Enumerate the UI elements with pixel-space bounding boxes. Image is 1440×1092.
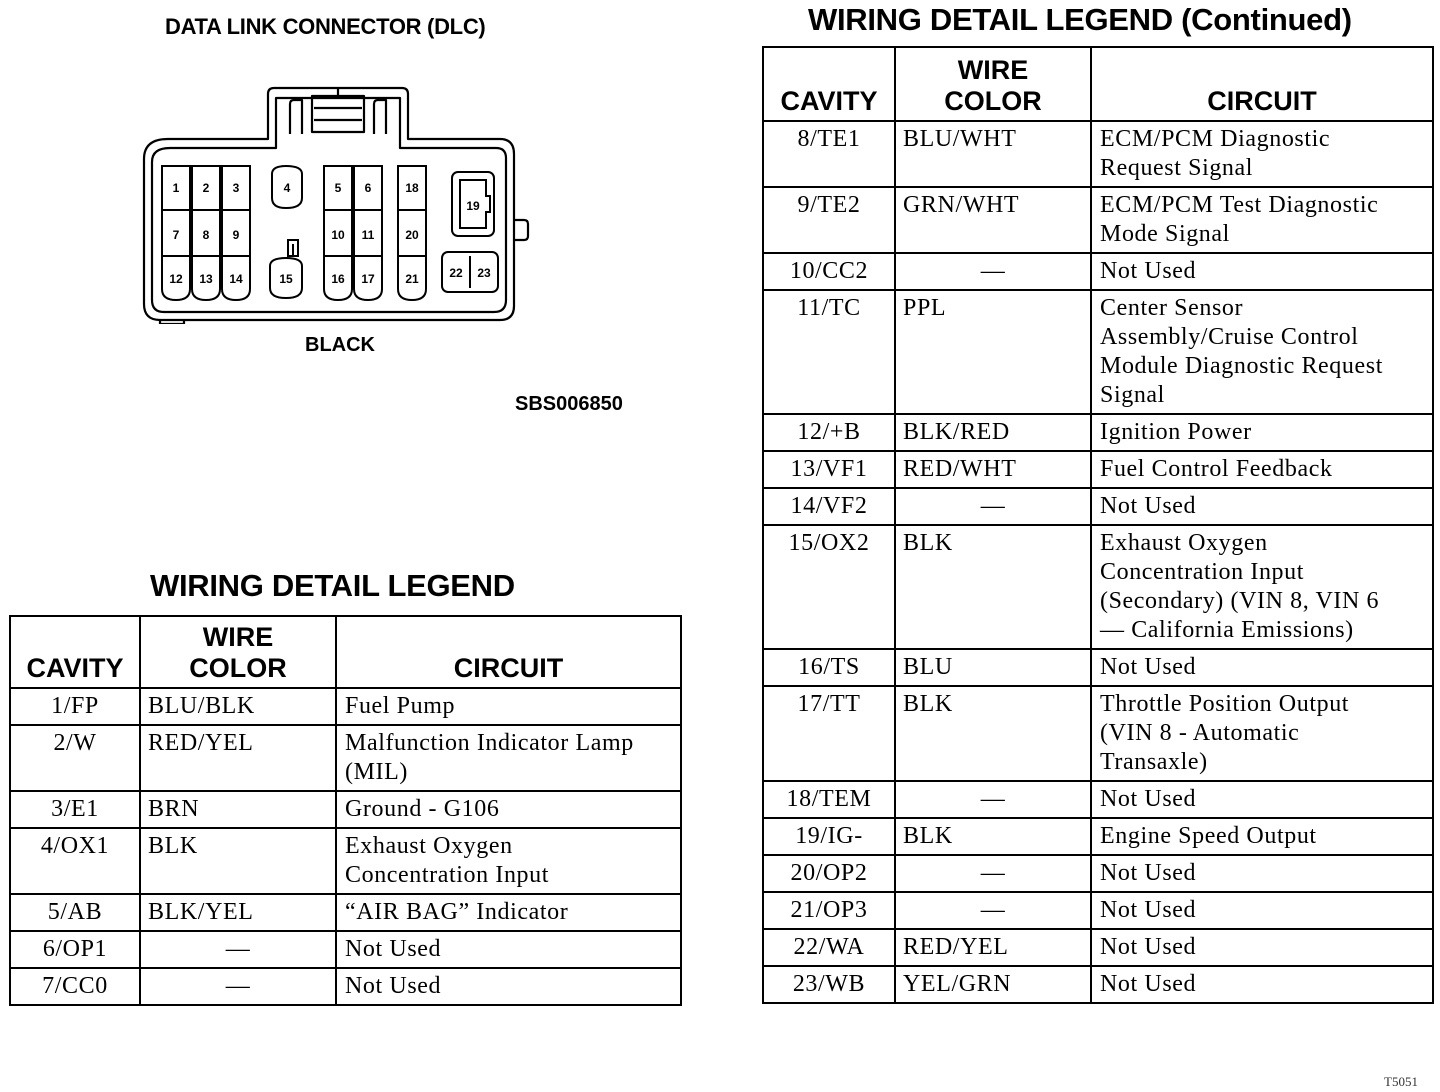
dlc-connector-diagram (140, 84, 540, 324)
table-row (763, 290, 1433, 414)
cavity-cell: 14/VF2 (763, 488, 895, 525)
circuit-line: Throttle Position Output (1100, 691, 1350, 717)
wire-color-cell: — (895, 855, 1091, 892)
wire-color-cell: BLK (895, 818, 1091, 855)
cavity-label-20: 20 (405, 228, 419, 242)
circuit-line: Request Signal (1100, 155, 1254, 181)
circuit-line: Not Used (345, 936, 442, 962)
wire-color-cell: RED/YEL (895, 929, 1091, 966)
cavity-label-2: 2 (202, 181, 210, 195)
circuit-cell (1091, 253, 1433, 290)
legend-title: WIRING DETAIL LEGEND (150, 568, 515, 603)
cavity-cell: 15/OX2 (763, 525, 895, 649)
wire-color-cell: — (895, 781, 1091, 818)
wire-color-cell: BLK (895, 686, 1091, 781)
circuit-line: Exhaust Oxygen (1100, 530, 1268, 556)
circuit-line: Not Used (1100, 860, 1197, 886)
circuit-cell (1091, 121, 1433, 187)
cavity-label-10: 10 (331, 228, 345, 242)
circuit-line: Not Used (1100, 786, 1197, 812)
table-row (10, 688, 681, 725)
header-cavity: CAVITY (10, 616, 140, 688)
wire-color-cell: — (140, 931, 336, 968)
table-row (763, 414, 1433, 451)
cavity-label-15: 15 (279, 272, 293, 286)
cavity-label-7: 7 (172, 228, 180, 242)
header-circuit: CIRCUIT (1091, 47, 1433, 121)
circuit-cell (1091, 290, 1433, 414)
circuit-line: Transaxle) (1100, 749, 1208, 775)
cavity-cell: 21/OP3 (763, 892, 895, 929)
cavity-label-23: 23 (477, 266, 491, 280)
connector-color-label: BLACK (305, 334, 375, 356)
wire-color-cell: RED/WHT (895, 451, 1091, 488)
circuit-line: Not Used (1100, 897, 1197, 923)
cavity-label-8: 8 (202, 228, 210, 242)
header-wire-line1: WIRE (202, 622, 274, 652)
cavity-label-22: 22 (449, 266, 463, 280)
cavity-label-13: 13 (199, 272, 213, 286)
cavity-label-3: 3 (232, 181, 240, 195)
circuit-line: Malfunction Indicator Lamp (345, 730, 634, 756)
cavity-cell: 20/OP2 (763, 855, 895, 892)
circuit-cell (336, 968, 681, 1005)
circuit-line: Exhaust Oxygen (345, 833, 513, 859)
cavity-cell: 22/WA (763, 929, 895, 966)
header-wire-color (140, 616, 336, 688)
circuit-line: Not Used (1100, 934, 1197, 960)
cavity-cell: 9/TE2 (763, 187, 895, 253)
circuit-cell (336, 791, 681, 828)
circuit-cell (1091, 451, 1433, 488)
wire-color-cell: BLK (140, 828, 336, 894)
cavity-label-5: 5 (334, 181, 342, 195)
circuit-line: Ignition Power (1100, 419, 1252, 445)
circuit-cell (1091, 686, 1433, 781)
wire-color-cell: BLK/YEL (140, 894, 336, 931)
cavity-cell: 5/AB (10, 894, 140, 931)
table-row (763, 121, 1433, 187)
circuit-cell (1091, 187, 1433, 253)
circuit-line: Ground - G106 (345, 796, 500, 822)
cavity-cell: 7/CC0 (10, 968, 140, 1005)
cavity-cell: 2/W (10, 725, 140, 791)
wire-color-cell: — (140, 968, 336, 1005)
header-circuit: CIRCUIT (336, 616, 681, 688)
table-row (763, 929, 1433, 966)
cavity-cell: 16/TS (763, 649, 895, 686)
circuit-line: Fuel Pump (345, 693, 456, 719)
table-row (10, 791, 681, 828)
circuit-cell (1091, 414, 1433, 451)
cavity-label-4: 4 (283, 181, 291, 195)
cavity-label-1: 1 (172, 181, 180, 195)
cavity-label-18: 18 (405, 181, 419, 195)
table-row (763, 649, 1433, 686)
cavity-cell: 6/OP1 (10, 931, 140, 968)
wire-color-cell: BLU/BLK (140, 688, 336, 725)
table-row (763, 525, 1433, 649)
circuit-cell (1091, 488, 1433, 525)
cavity-label-12: 12 (169, 272, 183, 286)
circuit-line: Not Used (345, 973, 442, 999)
cavity-label-17: 17 (361, 272, 375, 286)
circuit-line: ECM/PCM Diagnostic (1100, 126, 1331, 152)
cavity-cell: 8/TE1 (763, 121, 895, 187)
cavity-cell: 13/VF1 (763, 451, 895, 488)
circuit-line: Signal (1100, 382, 1165, 408)
table-row (10, 828, 681, 894)
wire-color-cell: BLK (895, 525, 1091, 649)
header-cavity: CAVITY (763, 47, 895, 121)
cavity-label-14: 14 (229, 272, 243, 286)
cavity-cell: 17/TT (763, 686, 895, 781)
circuit-line: Mode Signal (1100, 221, 1230, 247)
table-row (10, 931, 681, 968)
cavity-cell: 3/E1 (10, 791, 140, 828)
table-row (763, 488, 1433, 525)
circuit-line: Assembly/Cruise Control (1100, 324, 1359, 350)
wiring-legend-table (9, 615, 682, 1006)
wire-color-cell: BRN (140, 791, 336, 828)
circuit-line: Module Diagnostic Request (1100, 353, 1383, 379)
table-row (763, 855, 1433, 892)
table-row (763, 966, 1433, 1003)
reference-code: SBS006850 (515, 393, 623, 415)
table-row (763, 187, 1433, 253)
table-row (763, 781, 1433, 818)
circuit-line: Concentration Input (1100, 559, 1305, 585)
circuit-line: Engine Speed Output (1100, 823, 1317, 849)
circuit-line: Not Used (1100, 258, 1197, 284)
circuit-cell (1091, 855, 1433, 892)
cavity-label-21: 21 (405, 272, 419, 286)
table-row (10, 894, 681, 931)
circuit-cell (1091, 525, 1433, 649)
wire-color-cell: — (895, 892, 1091, 929)
cavity-cell: 11/TC (763, 290, 895, 414)
circuit-line: Not Used (1100, 493, 1197, 519)
header-wire-color (895, 47, 1091, 121)
table-row (10, 968, 681, 1005)
circuit-line: Center Sensor (1100, 295, 1244, 321)
circuit-line: Concentration Input (345, 862, 550, 888)
table-row (763, 818, 1433, 855)
circuit-cell (1091, 892, 1433, 929)
cavity-cell: 12/+B (763, 414, 895, 451)
cavity-label-16: 16 (331, 272, 345, 286)
circuit-cell (1091, 966, 1433, 1003)
wire-color-cell: YEL/GRN (895, 966, 1091, 1003)
circuit-cell (336, 931, 681, 968)
header-wire-line2: COLOR (189, 653, 287, 683)
table-row (763, 686, 1433, 781)
cavity-cell: 19/IG- (763, 818, 895, 855)
circuit-line: — California Emissions) (1100, 617, 1354, 643)
wire-color-cell: BLU (895, 649, 1091, 686)
circuit-line: (VIN 8 - Automatic (1100, 720, 1300, 746)
cavity-cell: 18/TEM (763, 781, 895, 818)
wire-color-cell: — (895, 253, 1091, 290)
cavity-label-11: 11 (361, 228, 375, 242)
circuit-cell (336, 725, 681, 791)
connector-title: DATA LINK CONNECTOR (DLC) (165, 14, 486, 39)
table-row (10, 725, 681, 791)
circuit-cell (1091, 781, 1433, 818)
wire-color-cell: GRN/WHT (895, 187, 1091, 253)
table-row (763, 253, 1433, 290)
legend-continued-title: WIRING DETAIL LEGEND (Continued) (808, 2, 1352, 37)
table-header-row (10, 616, 681, 688)
wire-color-cell: BLK/RED (895, 414, 1091, 451)
wire-color-cell: RED/YEL (140, 725, 336, 791)
legend-body (10, 688, 681, 1005)
circuit-line: ECM/PCM Test Diagnostic (1100, 192, 1379, 218)
circuit-line: “AIR BAG” Indicator (345, 899, 569, 925)
wiring-legend-continued-table (762, 46, 1434, 1004)
circuit-line: Fuel Control Feedback (1100, 456, 1333, 482)
table-row (763, 451, 1433, 488)
circuit-line: (Secondary) (VIN 8, VIN 6 (1100, 588, 1380, 614)
cavity-label-9: 9 (232, 228, 240, 242)
wire-color-cell: BLU/WHT (895, 121, 1091, 187)
cavity-cell: 4/OX1 (10, 828, 140, 894)
circuit-cell (1091, 818, 1433, 855)
circuit-cell (336, 688, 681, 725)
circuit-cell (1091, 649, 1433, 686)
cavity-label-19: 19 (466, 199, 480, 213)
circuit-line: (MIL) (345, 759, 408, 785)
circuit-cell (336, 894, 681, 931)
cavity-cell: 23/WB (763, 966, 895, 1003)
wire-color-cell: — (895, 488, 1091, 525)
figure-code: T5051 (1384, 1074, 1418, 1089)
header-wire-line2: COLOR (944, 86, 1042, 116)
table-row (763, 892, 1433, 929)
circuit-line: Not Used (1100, 654, 1197, 680)
header-wire-line1: WIRE (957, 55, 1029, 85)
cavity-cell: 10/CC2 (763, 253, 895, 290)
legend-continued-body (763, 121, 1433, 1003)
wire-color-cell: PPL (895, 290, 1091, 414)
table-header-row (763, 47, 1433, 121)
circuit-cell (1091, 929, 1433, 966)
cavity-cell: 1/FP (10, 688, 140, 725)
circuit-cell (336, 828, 681, 894)
circuit-line: Not Used (1100, 971, 1197, 997)
cavity-label-6: 6 (364, 181, 372, 195)
